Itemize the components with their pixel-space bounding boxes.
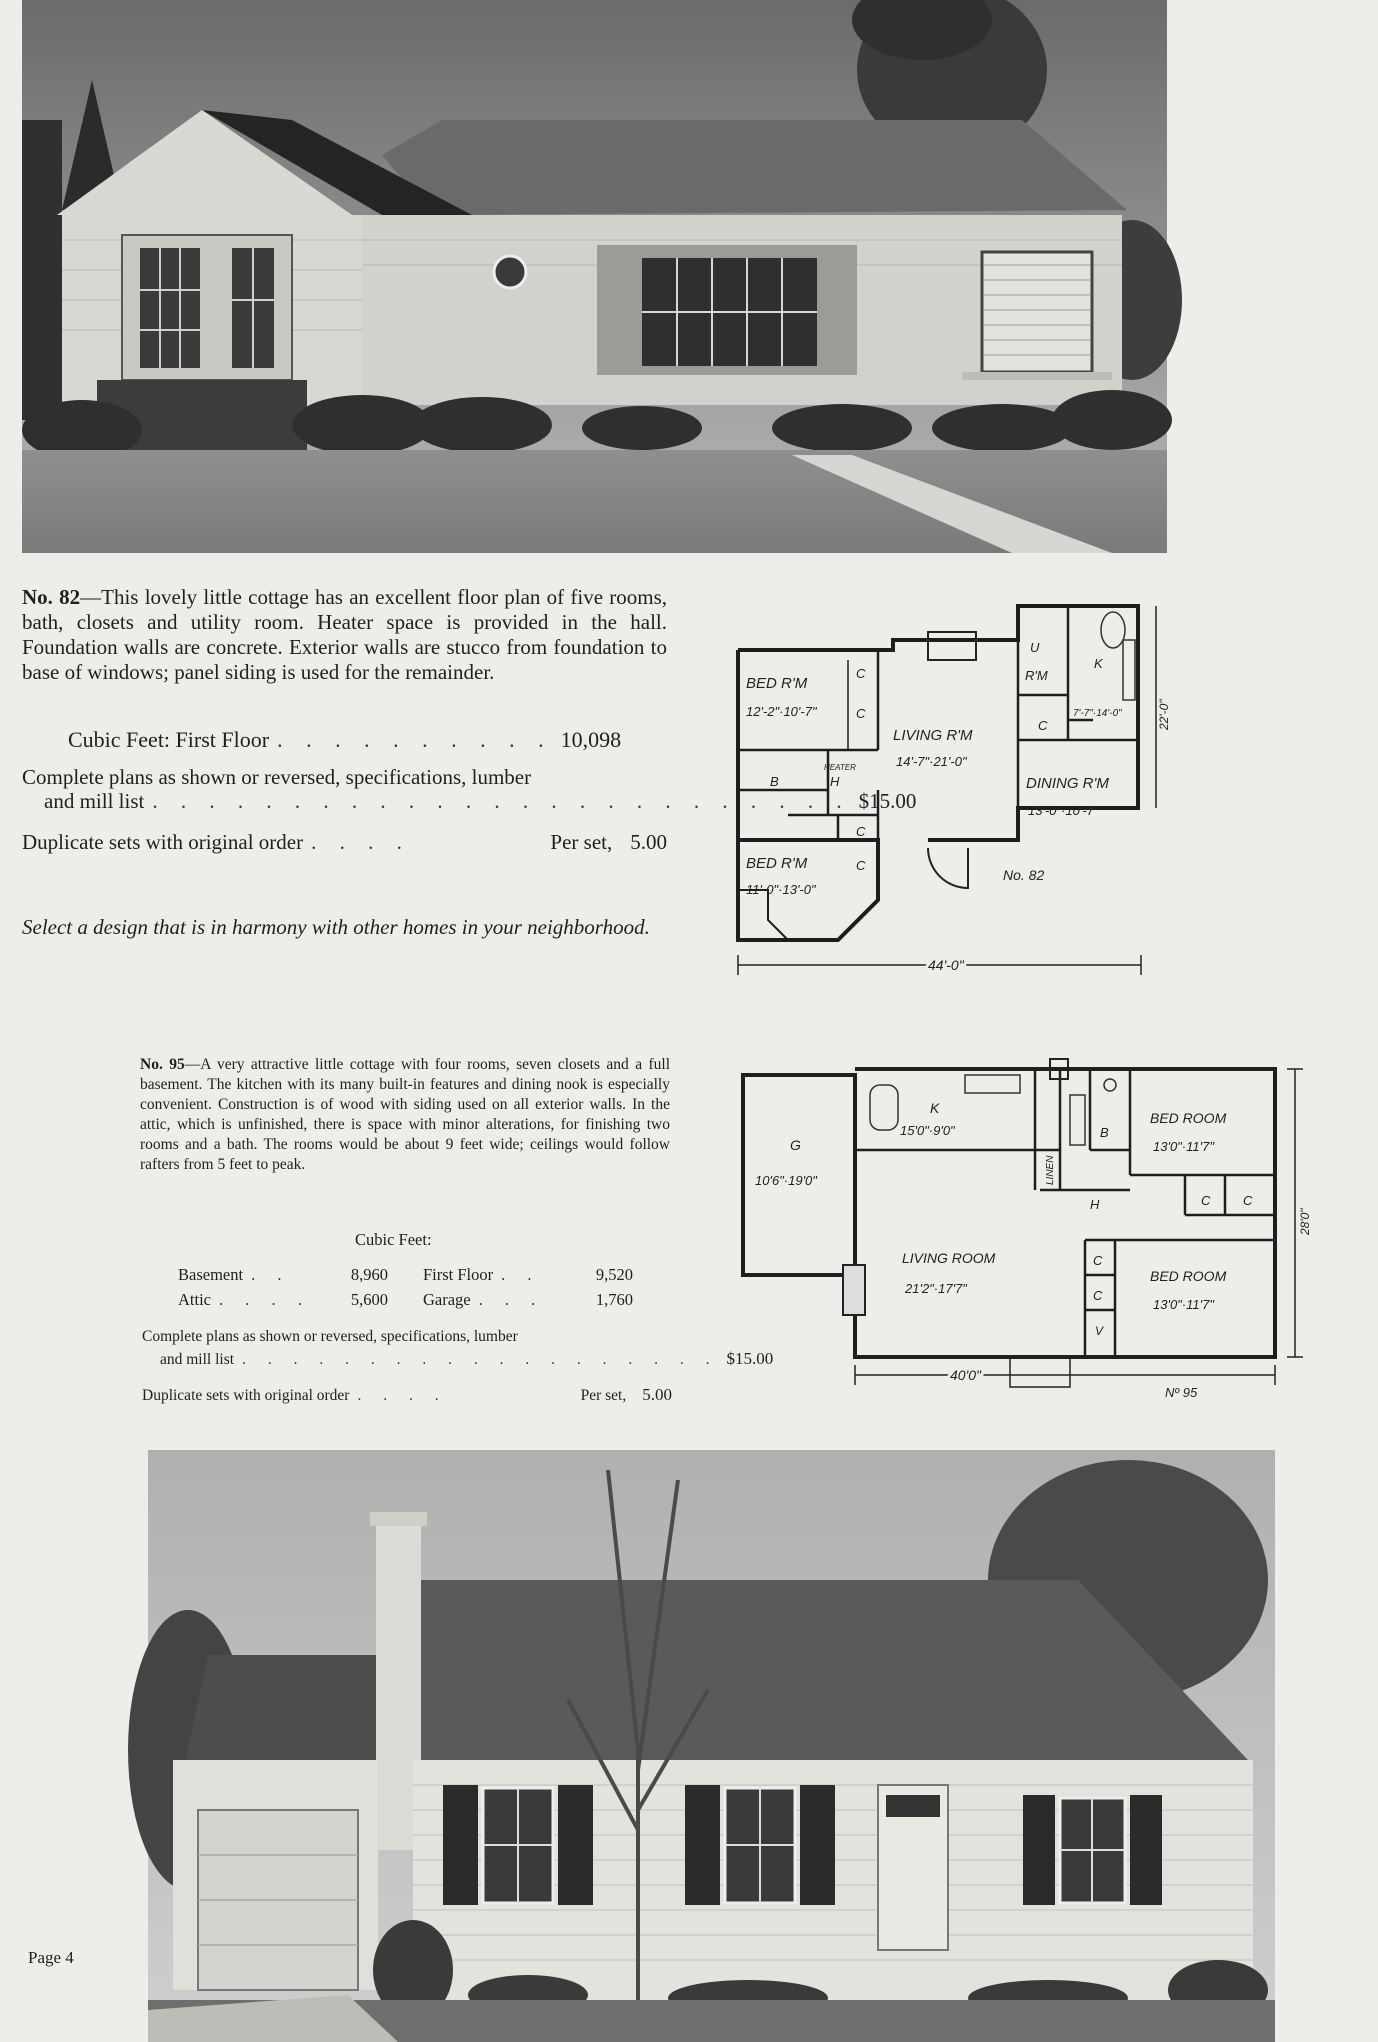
house-95-floor-plan	[735, 1055, 1315, 1415]
house-95-plans-price: $15.00	[726, 1349, 774, 1368]
house-82-dup-price: 5.00	[630, 830, 667, 854]
plan95-linen-label: LINEN	[1045, 1155, 1056, 1185]
house-95-first-floor-row	[423, 1265, 633, 1285]
plan95-depth: 28'0"	[1298, 1208, 1312, 1235]
house-95-attic-label: Attic	[178, 1290, 211, 1309]
plan82-bed1-size: 12'-2"·10'-7"	[746, 704, 817, 719]
house-95-photo	[148, 1450, 1275, 2042]
house-95-plans-label-2: and mill list	[160, 1351, 235, 1368]
house-82-number: No. 82	[22, 585, 81, 609]
house-82-cubic-row	[68, 727, 620, 753]
plan95-bath-label: B	[1100, 1125, 1109, 1140]
house-95-cubic-title: Cubic Feet:	[355, 1230, 432, 1249]
plan95-garage-label: G	[790, 1137, 801, 1153]
leader-dots: . . . .	[311, 830, 411, 854]
house-95-basement-value: 8,960	[350, 1265, 388, 1284]
plan95-tag: Nº 95	[1165, 1385, 1198, 1400]
house-95-dup-per: Per set,	[580, 1387, 627, 1404]
leader-dots: . .	[501, 1265, 541, 1284]
plan95-garage-size: 10'6"·19'0"	[755, 1173, 817, 1188]
plan95-bed2-label: BED ROOM	[1150, 1268, 1227, 1284]
house-95-basement-label: Basement	[178, 1265, 244, 1284]
plan95-living-label: LIVING ROOM	[902, 1250, 996, 1266]
plan82-bath-label: B	[770, 774, 779, 789]
house-95-attic-value: 5,600	[350, 1290, 388, 1309]
house-82-plans-row-2	[44, 789, 917, 814]
plan82-kitchen-size: 7'-7"·14'-0"	[1073, 708, 1122, 719]
house-82-cubic-value: 10,098	[560, 727, 622, 752]
house-95-dup-label: Duplicate sets with original order	[142, 1387, 350, 1404]
house-95-description	[140, 1055, 670, 1175]
house-95-garage-value: 1,760	[595, 1290, 633, 1309]
house-82-plans-row-1: Complete plans as shown or reversed, specifications, lumber	[22, 765, 532, 789]
plan82-hall-label: H	[830, 774, 840, 789]
plan95-living-size: 21'2"·17'7"	[905, 1281, 967, 1296]
plan82-width: 44'-0"	[928, 957, 964, 973]
page-number: Page 4	[28, 1948, 74, 1967]
plan95-closet-label: C	[1201, 1193, 1211, 1208]
house-95-garage-row	[423, 1290, 633, 1310]
plan95-closet-label: C	[1243, 1193, 1253, 1208]
plan82-closet-label: C	[856, 858, 866, 873]
plan95-hall-label: H	[1090, 1197, 1100, 1212]
house-95-basement-row	[178, 1265, 388, 1285]
plan82-kitchen-label: K	[1094, 656, 1103, 671]
house-95-first-floor-label: First Floor	[423, 1265, 494, 1284]
house-82-photo	[22, 0, 1167, 553]
leader-dots: . . . .	[357, 1387, 448, 1404]
plan95-width: 40'0"	[950, 1367, 982, 1383]
house-95-attic-row	[178, 1290, 388, 1310]
house-95-number: No. 95	[140, 1056, 185, 1073]
plan95-kitchen-label: K	[930, 1100, 940, 1116]
house-82-floor-plan	[728, 600, 1173, 980]
plan82-tag: No. 82	[1003, 867, 1045, 883]
plan82-living-size: 14'-7"·21'-0"	[896, 754, 967, 769]
house-82-description-text: —This lovely little cottage has an excellent floor plan of five rooms, bath, closets and utility room. Heater space is provided in the hall. Foundation walls are concrete. Exterior walls are stucco from foundation to base of windows; panel siding is used for the remainder.	[22, 585, 667, 684]
house-95-garage-label: Garage	[423, 1290, 471, 1309]
leader-dots: . . . . . . . . . . . . . . . . . . .	[242, 1351, 719, 1368]
house-95-description-text: —A very attractive little cottage with four rooms, seven closets and a full basement. The kitchen with its many built-in features and dining nook is especially convenient. Construction is of wood with siding used on all exterior walls. In the attic, which is unfinished, there is space with minor alterations, for finishing two rooms and a bath. The rooms would be about 9 feet wide; ceilings would follow rafters from 5 feet to peak.	[140, 1056, 671, 1173]
leader-dots: . . .	[478, 1290, 545, 1309]
plan95-bed1-label: BED ROOM	[1150, 1110, 1227, 1126]
plan82-closet-label: C	[856, 706, 866, 721]
house-82-description	[22, 585, 667, 685]
house-95-dup-price: 5.00	[642, 1385, 672, 1404]
plan95-vest-label: V	[1095, 1324, 1104, 1338]
house-95-duplicate-row	[142, 1385, 672, 1405]
plan82-closet-label: C	[856, 824, 866, 839]
plan82-utility-rm: R'M	[1025, 668, 1048, 683]
house-82-cubic-label: Cubic Feet: First Floor	[68, 727, 270, 752]
plan95-bed1-size: 13'0"·11'7"	[1153, 1139, 1214, 1154]
leader-dots: . . . . . . . . . .	[277, 727, 553, 752]
leader-dots: . .	[251, 1265, 291, 1284]
plan95-closet-label: C	[1093, 1253, 1103, 1268]
house-95-plans-row-1: Complete plans as shown or reversed, specifications, lumber	[142, 1328, 518, 1345]
plan82-closet-label: C	[1038, 718, 1048, 733]
house-82-plans-price: $15.00	[858, 789, 917, 813]
house-82-dup-per: Per set,	[550, 830, 613, 854]
plan82-bed2-label: BED R'M	[746, 855, 808, 872]
plan95-bed2-size: 13'0"·11'7"	[1153, 1297, 1214, 1312]
leader-dots: . . . .	[219, 1290, 311, 1309]
leader-dots: . . . . . . . . . . . . . . . . . . . . . . . . .	[152, 789, 851, 813]
plan82-living-label: LIVING R'M	[893, 727, 973, 744]
house-82-plans-label-2: and mill list	[44, 789, 145, 813]
house-82-dup-label: Duplicate sets with original order	[22, 830, 304, 854]
plan95-kitchen-size: 15'0"·9'0"	[900, 1123, 955, 1138]
plan82-dining-size: 13'-0"·10'-7"	[1028, 803, 1099, 818]
plan82-utility-label: U	[1030, 640, 1040, 655]
house-95-first-floor-value: 9,520	[595, 1265, 633, 1284]
plan95-closet-label: C	[1093, 1288, 1103, 1303]
plan82-heater-label: HEATER	[824, 763, 856, 772]
plan82-bed2-size: 11'-0"·13'-0"	[746, 882, 816, 897]
plan82-depth: 22'-0"	[1157, 699, 1171, 730]
plan82-dining-label: DINING R'M	[1026, 775, 1109, 792]
house-82-advice: Select a design that is in harmony with other homes in your neighborhood.	[22, 915, 650, 939]
plan82-bed1-label: BED R'M	[746, 675, 808, 692]
house-82-duplicate-row	[22, 830, 667, 855]
plan82-closet-label: C	[856, 666, 866, 681]
house-95-plans-row-2	[160, 1349, 774, 1369]
